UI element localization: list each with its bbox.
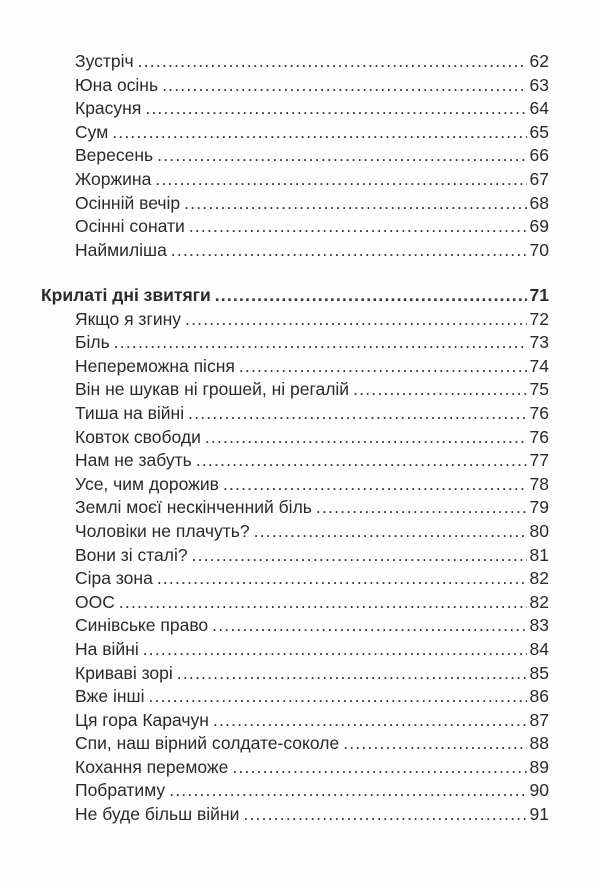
dot-leader <box>192 544 527 568</box>
entry-page-number: 75 <box>529 379 549 400</box>
entry-page-number: 65 <box>529 121 549 142</box>
dot-leader <box>184 192 526 216</box>
entry-title: Юна осінь <box>75 74 159 95</box>
dot-leader <box>148 685 526 709</box>
toc-entry[interactable] <box>41 308 549 332</box>
toc-entry[interactable] <box>41 662 549 686</box>
dot-leader <box>239 355 527 379</box>
dot-leader <box>157 144 526 168</box>
dot-leader <box>212 614 526 638</box>
entry-title: Якщо я згину <box>75 308 182 329</box>
dot-leader <box>145 97 526 121</box>
dot-leader <box>232 756 526 780</box>
entry-page-number: 91 <box>529 804 549 825</box>
entry-title: Тиша на війні <box>75 402 185 423</box>
toc-entry[interactable] <box>75 215 549 239</box>
entry-title: Не буде більш війни <box>75 804 240 825</box>
dot-leader <box>243 803 526 827</box>
entry-title: Красуня <box>75 98 142 119</box>
entry-title: Наймиліша <box>75 239 167 260</box>
toc-section-krylati-dni <box>41 284 549 827</box>
entry-page-number: 70 <box>529 239 549 260</box>
dot-leader <box>254 520 527 544</box>
toc-entry[interactable] <box>75 74 549 98</box>
entry-page-number: 68 <box>529 192 549 213</box>
section-title: Крилаті дні звитяги <box>41 285 211 305</box>
entry-title: ООС <box>75 591 115 612</box>
entry-title: Сіра зона <box>75 568 153 589</box>
dot-leader <box>177 662 527 686</box>
section-page-number: 71 <box>529 285 549 305</box>
entry-title: Чоловіки не плачуть? <box>75 520 250 541</box>
dot-leader <box>155 168 526 192</box>
entry-title: Вересень <box>75 145 154 166</box>
dot-leader <box>157 567 527 591</box>
entry-page-number: 80 <box>529 520 549 541</box>
entry-page-number: 86 <box>529 686 549 707</box>
toc-entry[interactable] <box>41 426 549 450</box>
dot-leader <box>196 449 527 473</box>
entry-title: Побратиму <box>75 780 166 801</box>
entry-page-number: 78 <box>529 473 549 494</box>
entry-page-number: 64 <box>529 98 549 119</box>
dot-leader <box>343 732 526 756</box>
entry-page-number: 79 <box>529 497 549 518</box>
entry-title: Спи, наш вірний солдате-соколе <box>75 733 340 754</box>
toc-entry[interactable] <box>41 402 549 426</box>
entry-page-number: 84 <box>529 638 549 659</box>
entry-title: Синівське право <box>75 615 209 636</box>
dot-leader <box>143 638 527 662</box>
entry-page-number: 69 <box>529 216 549 237</box>
toc-entry[interactable] <box>75 97 549 121</box>
entry-title: Вони зі сталі? <box>75 544 188 565</box>
toc-entry[interactable] <box>41 803 549 827</box>
toc-entry[interactable] <box>41 732 549 756</box>
toc-entry[interactable] <box>41 331 549 355</box>
entry-page-number: 82 <box>529 591 549 612</box>
toc-entry[interactable] <box>41 355 549 379</box>
entry-title: Землі моєї нескінченний біль <box>75 497 312 518</box>
toc-entry[interactable] <box>41 614 549 638</box>
dot-leader <box>162 74 526 98</box>
entry-page-number: 67 <box>529 168 549 189</box>
entry-page-number: 63 <box>529 74 549 95</box>
dot-leader <box>215 284 527 308</box>
entry-page-number: 76 <box>529 402 549 423</box>
entry-title: Вже інші <box>75 686 145 707</box>
entry-title: Криваві зорі <box>75 662 173 683</box>
entry-page-number: 88 <box>529 733 549 754</box>
entry-title: Жоржина <box>75 168 152 189</box>
dot-leader <box>213 709 527 733</box>
toc-entry[interactable] <box>75 239 549 263</box>
entry-title: Кохання переможе <box>75 756 229 777</box>
dot-leader <box>119 591 527 615</box>
entry-title: Осінній вечір <box>75 192 181 213</box>
dot-leader <box>171 239 527 263</box>
toc-entry[interactable] <box>41 779 549 803</box>
toc-section-heading[interactable] <box>41 284 549 308</box>
entry-page-number: 66 <box>529 145 549 166</box>
entry-title: Ця гора Карачун <box>75 709 209 730</box>
entry-page-number: 83 <box>529 615 549 636</box>
entry-title: Непереможна пісня <box>75 355 235 376</box>
toc-entry[interactable] <box>41 685 549 709</box>
entry-page-number: 74 <box>529 355 549 376</box>
entry-page-number: 76 <box>529 426 549 447</box>
entry-page-number: 85 <box>529 662 549 683</box>
toc-entry[interactable] <box>41 591 549 615</box>
toc-part-one <box>75 50 549 262</box>
toc-entry[interactable] <box>41 520 549 544</box>
entry-title: Ковток свободи <box>75 426 201 447</box>
dot-leader <box>114 331 527 355</box>
dot-leader <box>353 378 526 402</box>
dot-leader <box>185 308 527 332</box>
dot-leader <box>189 215 527 239</box>
dot-leader <box>188 402 526 426</box>
toc-entry[interactable] <box>41 473 549 497</box>
entry-page-number: 62 <box>529 51 549 71</box>
toc-entry[interactable] <box>75 50 549 74</box>
toc-entry[interactable] <box>75 144 549 168</box>
dot-leader <box>138 50 527 74</box>
entry-page-number: 72 <box>529 308 549 329</box>
dot-leader <box>205 426 527 450</box>
entry-page-number: 87 <box>529 709 549 730</box>
entry-page-number: 89 <box>529 756 549 777</box>
toc-entry[interactable] <box>41 709 549 733</box>
toc-entry[interactable] <box>75 168 549 192</box>
entry-page-number: 73 <box>529 332 549 353</box>
toc-entry[interactable] <box>41 544 549 568</box>
entry-page-number: 82 <box>529 568 549 589</box>
toc-entry[interactable] <box>41 756 549 780</box>
toc-entry[interactable] <box>75 192 549 216</box>
dot-leader <box>112 121 526 145</box>
entry-title: На війні <box>75 638 139 659</box>
toc-entry[interactable] <box>41 496 549 520</box>
entry-title: Нам не забуть <box>75 450 192 471</box>
entry-title: Біль <box>75 332 110 353</box>
entry-page-number: 81 <box>529 544 549 565</box>
toc-entry[interactable] <box>41 449 549 473</box>
entry-title: Він не шукав ні грошей, ні регалій <box>75 379 350 400</box>
entry-page-number: 77 <box>529 450 549 471</box>
dot-leader <box>169 779 526 803</box>
toc-entry[interactable] <box>75 121 549 145</box>
entry-title: Усе, чим дорожив <box>75 473 219 494</box>
dot-leader <box>223 473 527 497</box>
toc-entry[interactable] <box>41 567 549 591</box>
entry-title: Сум <box>75 121 109 142</box>
dot-leader <box>316 496 527 520</box>
entry-title: Осінні сонати <box>75 216 185 237</box>
toc-entry[interactable] <box>41 378 549 402</box>
entry-title: Зустріч <box>75 51 134 71</box>
toc-entry[interactable] <box>41 638 549 662</box>
entry-page-number: 90 <box>529 780 549 801</box>
